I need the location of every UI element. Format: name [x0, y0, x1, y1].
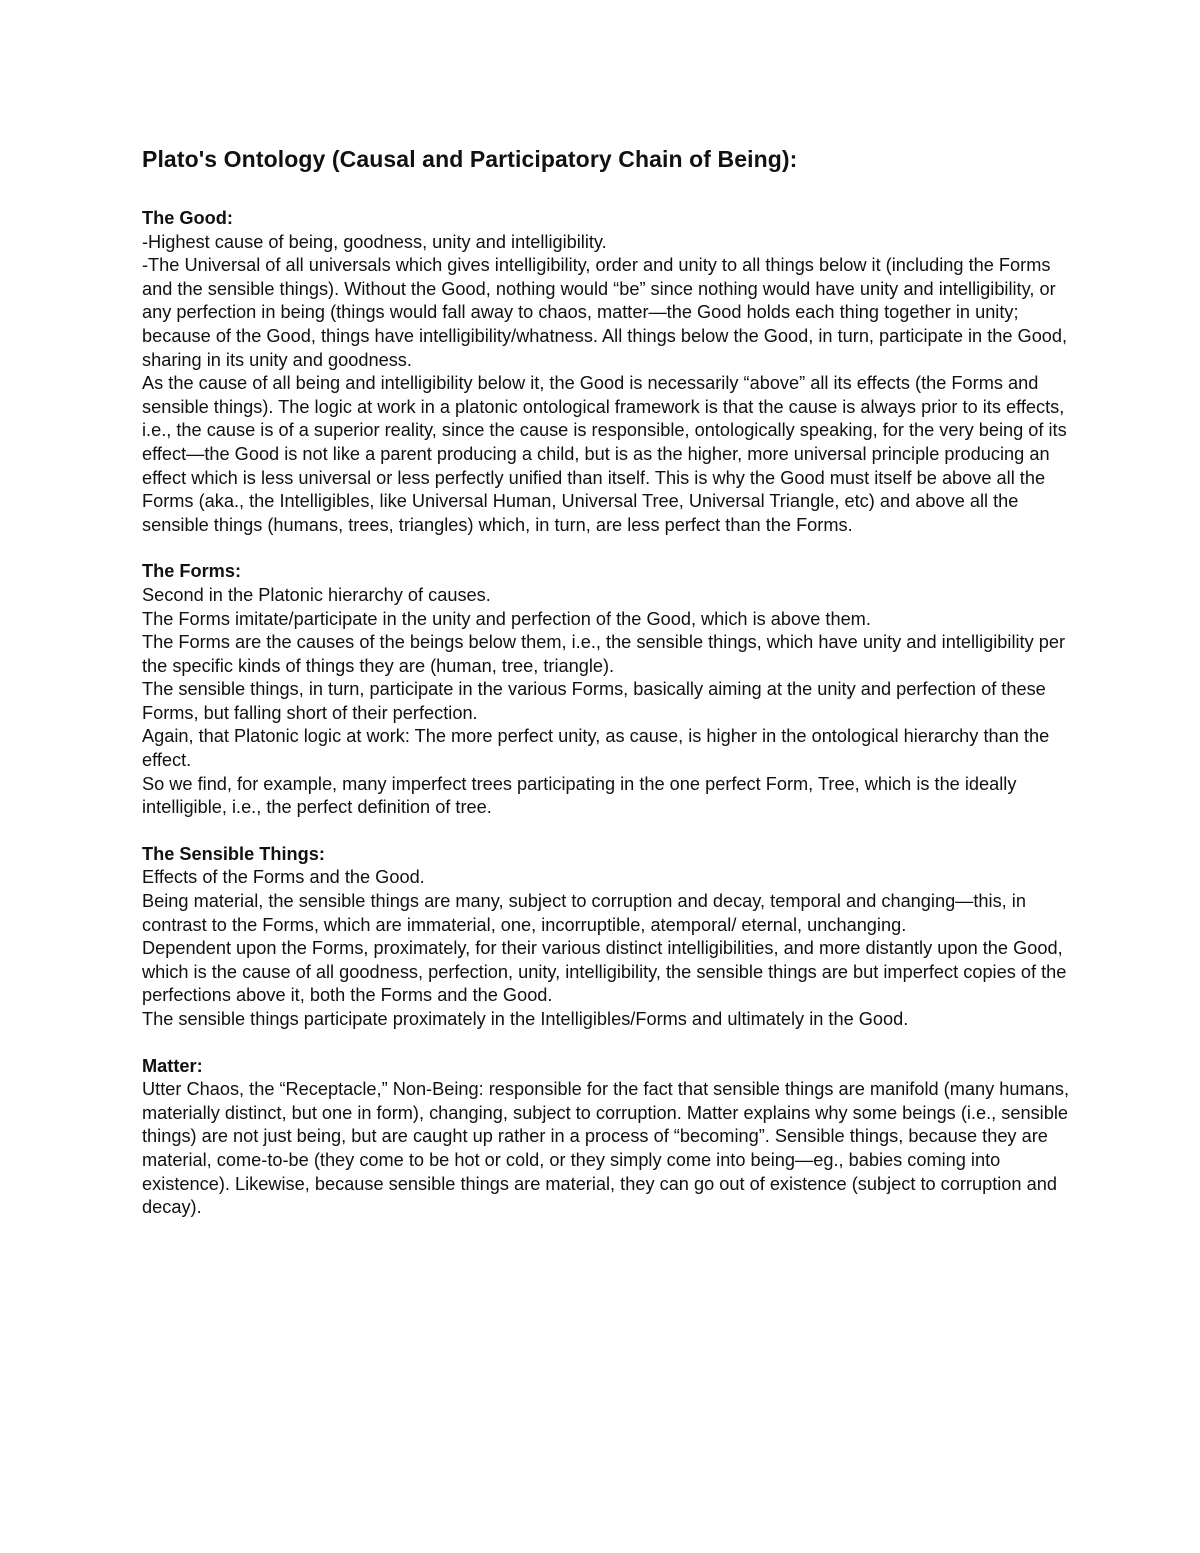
- paragraph: Utter Chaos, the “Receptacle,” Non-Being: responsible for the fact that sensible things are manifold (many humans, materially distinct, but one in form), changing, subject to corruption. Matter explains why some beings (i.e., sensible things) are not just being, but are caught up rather in a process of “becoming”. Sensible things, because they are material, come-to-be (they come to be hot or cold, or they simply come into being—eg., babies coming into existence). Likewise, because sensible things are material, they can go out of existence (subject to corruption and decay).: [142, 1079, 1070, 1218]
- paragraph: The Forms imitate/participate in the unity and perfection of the Good, which is above them.: [142, 608, 871, 629]
- section-heading: The Forms:: [142, 561, 242, 582]
- paragraph: So we find, for example, many imperfect trees participating in the one perfect Form, Tree, which is the ideally intelligible, i.e., the perfect definition of tree.: [142, 773, 1017, 818]
- section-heading: The Good:: [142, 208, 233, 228]
- section-sensible-things: [142, 843, 1072, 1032]
- paragraph: Effects of the Forms and the Good.: [142, 867, 425, 888]
- paragraph: -The Universal of all universals which gives intelligibility, order and unity to all things below it (including the Forms and the sensible things). Without the Good, nothing would “be” since nothing would have unity and intelligibility, or any perfection in being (things would fall away to chaos, matter—the Good holds each thing together in unity; because of the Good, things have intelligibility/whatness. All things below the Good, in turn, participate in the Good, sharing in its unity and goodness.: [142, 255, 1068, 370]
- paragraph: Being material, the sensible things are many, subject to corruption and decay, temporal and changing—this, in contrast to the Forms, which are immaterial, one, incorruptible, atemporal/ eternal, unchanging.: [142, 891, 1026, 935]
- page-title: Plato's Ontology (Causal and Participatory Chain of Being):: [142, 146, 798, 172]
- section-heading: The Sensible Things:: [142, 843, 325, 864]
- document-body: [142, 141, 1072, 1243]
- paragraph: The sensible things participate proximately in the Intelligibles/Forms and ultimately in the Good.: [142, 1009, 909, 1029]
- paragraph: The Forms are the causes of the beings below them, i.e., the sensible things, which have unity and intelligibility per the specific kinds of things they are (human, tree, triangle).: [142, 632, 1066, 676]
- paragraph: The sensible things, in turn, participate in the various Forms, basically aiming at the unity and perfection of these Forms, but falling short of their perfection.: [142, 679, 1046, 723]
- paragraph: Again, that Platonic logic at work: The more perfect unity, as cause, is higher in the ontological hierarchy than the effect.: [142, 726, 1050, 771]
- paragraph: Second in the Platonic hierarchy of causes.: [142, 584, 491, 605]
- paragraph: -Highest cause of being, goodness, unity and intelligibility.: [142, 231, 607, 252]
- section-heading: Matter:: [142, 1055, 203, 1076]
- paragraph: Dependent upon the Forms, proximately, for their various distinct intelligibilities, and more distantly upon the Good, which is the cause of all goodness, perfection, unity, intelligibility, the sensible things are but imperfect copies of the perfections above it, both the Forms and the Good.: [142, 938, 1067, 1006]
- section-matter: [142, 1055, 1072, 1220]
- section-the-forms: [142, 560, 1072, 820]
- section-the-good: [142, 207, 1072, 537]
- paragraph: As the cause of all being and intelligibility below it, the Good is necessarily “above” all its effects (the Forms and sensible things). The logic at work in a platonic ontological framework is that the cause is always prior to its effects, i.e., the cause is of a superior reality, since the cause is responsible, ontologically speaking, for the very being of its effect—the Good is not like a parent producing a child, but is as the higher, more universal principle producing an effect which is less universal or less perfectly unified than itself. This is why the Good must itself be above all the Forms (aka., the Intelligibles, like Universal Human, Universal Tree, Universal Triangle, etc) and above all the sensible things (humans, trees, triangles) which, in turn, are less perfect than the Forms.: [142, 373, 1067, 535]
